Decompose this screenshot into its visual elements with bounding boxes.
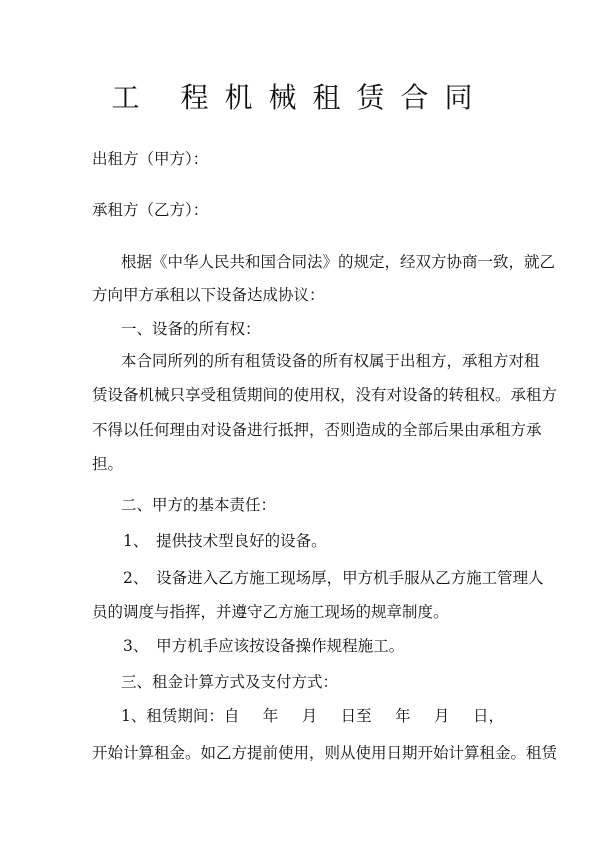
section-1-heading: 一、设备的所有权：	[121, 320, 261, 338]
section-3-item-1-line-2: 开始计算租金。如乙方提前使用，则从使用日期开始计算租金。租赁	[92, 744, 558, 762]
rental-period-start-day: 日至	[340, 707, 372, 725]
section-2-item-2-line-2: 员的调度与指挥，并遵守乙方施工现场的规章制度。	[92, 603, 449, 621]
rental-period-start-year: 年	[262, 707, 279, 725]
rental-period-end-year: 年	[395, 707, 411, 725]
section-1-line-4: 担。	[92, 455, 124, 473]
lessee-label: 承租方（乙方）：	[92, 201, 209, 219]
preamble-line-1: 根据《中华人民共和国合同法》的规定，经双方协商一致，就乙	[121, 253, 556, 271]
section-2-item-1: 1、 提供技术型良好的设备。	[123, 532, 327, 550]
rental-period-line	[121, 705, 504, 727]
rental-period-start-month: 月	[301, 707, 318, 725]
section-2-heading: 二、甲方的基本责任：	[121, 496, 277, 514]
section-2-item-3: 3、 甲方机手应该按设备操作规程施工。	[123, 637, 405, 655]
section-1-line-1: 本合同所列的所有租赁设备的所有权属于出租方，承租方对租	[121, 352, 540, 370]
section-1-line-3: 不得以任何理由对设备进行抵押，否则造成的全部后果由承租方承	[92, 421, 542, 439]
section-3-heading: 三、租金计算方式及支付方式：	[121, 673, 339, 691]
section-2-item-2-line-1: 2、 设备进入乙方施工现场厚，甲方机手服从乙方施工管理人	[123, 569, 544, 587]
section-1-line-2: 赁设备机械只享受租赁期间的使用权，没有对设备的转租权。承租方	[92, 386, 558, 404]
preamble-line-2: 方向甲方承租以下设备达成协议：	[92, 286, 325, 304]
lessor-label: 出租方（甲方）：	[92, 150, 209, 168]
rental-period-end-month: 月	[434, 707, 450, 725]
contract-title: 工 程机械租赁合同	[111, 81, 489, 114]
rental-period-prefix: 1、租赁期间：自	[121, 707, 240, 725]
rental-period-end-day: 日，	[472, 707, 504, 725]
